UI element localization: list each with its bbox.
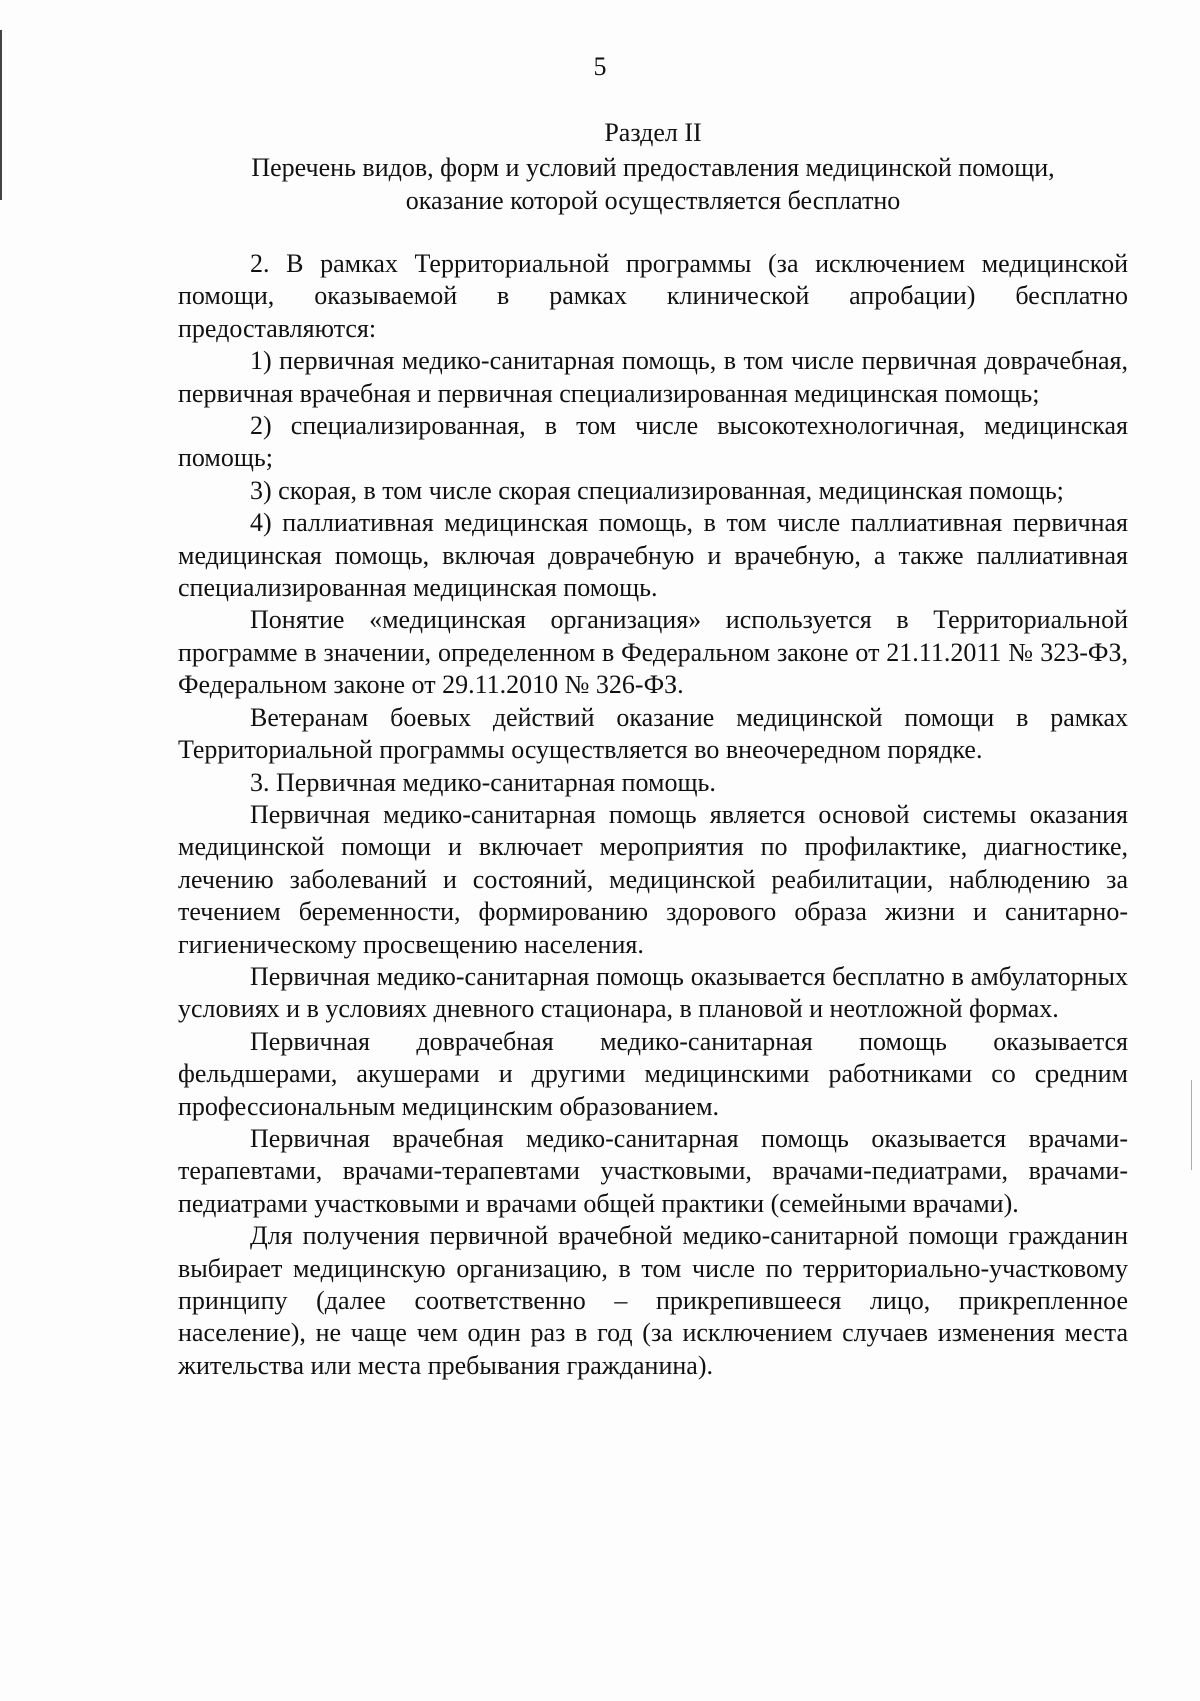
list-item-palliative-care: 4) паллиативная медицинская помощь, в том числе паллиативная первичная медицинская помощь, включая доврачебную и врачебную, а также паллиативная специализированная медицинская помощь. xyxy=(178,508,1128,603)
paragraph-organization-choice: Для получения первичной врачебной медико-санитарной помощи гражданин выбирает медицинскую организацию, в том числе по территориально-участковому принципу (далее соответственно – прикрепившееся лицо, прикрепленное население), не чаще чем один раз в год (за исключением случаев изменения места жительства или места пребывания гражданина). xyxy=(178,1221,1128,1380)
paragraph-physician-care: Первичная врачебная медико-санитарная помощь оказывается врачами-терапевтами, врачами-терапевтами участковыми, врачами-педиатрами, врачами-педиатрами участковыми и врачами общей практики (семейными врачами). xyxy=(178,1123,1128,1218)
paragraph-primary-care-conditions: Первичная медико-санитарная помощь оказывается бесплатно в амбулаторных условиях и в условиях дневного стационара, в плановой и неотложной формах. xyxy=(178,961,1128,1024)
scan-edge-mark xyxy=(1191,1080,1192,1170)
paragraph-item-2-intro: 2. В рамках Территориальной программы (за исключением медицинской помощи, оказываемой в рамках клинической апробации) бесплатно предоставляются: xyxy=(178,249,1128,343)
document-body xyxy=(178,248,1128,1382)
page-number: 5 xyxy=(593,52,607,81)
paragraph-veterans: Ветеранам боевых действий оказание медицинской помощи в рамках Территориальной программы осуществляется во внеочередном порядке. xyxy=(178,702,1128,765)
list-item-primary-care: 1) первичная медико-санитарная помощь, в том числе первичная доврачебная, первичная врачебная и первичная специализированная медицинская помощь; xyxy=(178,346,1128,408)
paragraph-prephysician-care: Первичная доврачебная медико-санитарная помощь оказывается фельдшерами, акушерами и другими медицинскими работниками со средним профессиональным медицинским образованием. xyxy=(178,1026,1128,1121)
list-item-emergency-care: 3) скорая, в том числе скорая специализированная, медицинская помощь; xyxy=(250,475,1064,505)
paragraph-medical-organization: Понятие «медицинская организация» используется в Территориальной программе в значении, определенном в Федеральном законе от 21.11.2011 № 323-ФЗ, Федеральном законе от 29.11.2010 № 326-ФЗ. xyxy=(178,605,1128,700)
section-subtitle xyxy=(178,151,1128,217)
section-title: Раздел II xyxy=(604,118,702,147)
section-subtitle-line: оказание которой осуществляется бесплатно xyxy=(405,186,901,215)
section-subtitle-line: Перечень видов, форм и условий предоставления медицинской помощи, xyxy=(251,153,1055,182)
paragraph-item-3-heading: 3. Первичная медико-санитарная помощь. xyxy=(250,767,716,797)
list-item-specialized-care: 2) специализированная, в том числе высокотехнологичная, медицинская помощь; xyxy=(178,411,1128,473)
paragraph-primary-care-basis: Первичная медико-санитарная помощь является основой системы оказания медицинской помощи и включает мероприятия по профилактике, диагностике, лечению заболеваний и состояний, медицинской реабилитации, наблюдению за течением беременности, формированию здорового образа жизни и санитарно-гигиеническому просвещению населения. xyxy=(178,799,1128,959)
